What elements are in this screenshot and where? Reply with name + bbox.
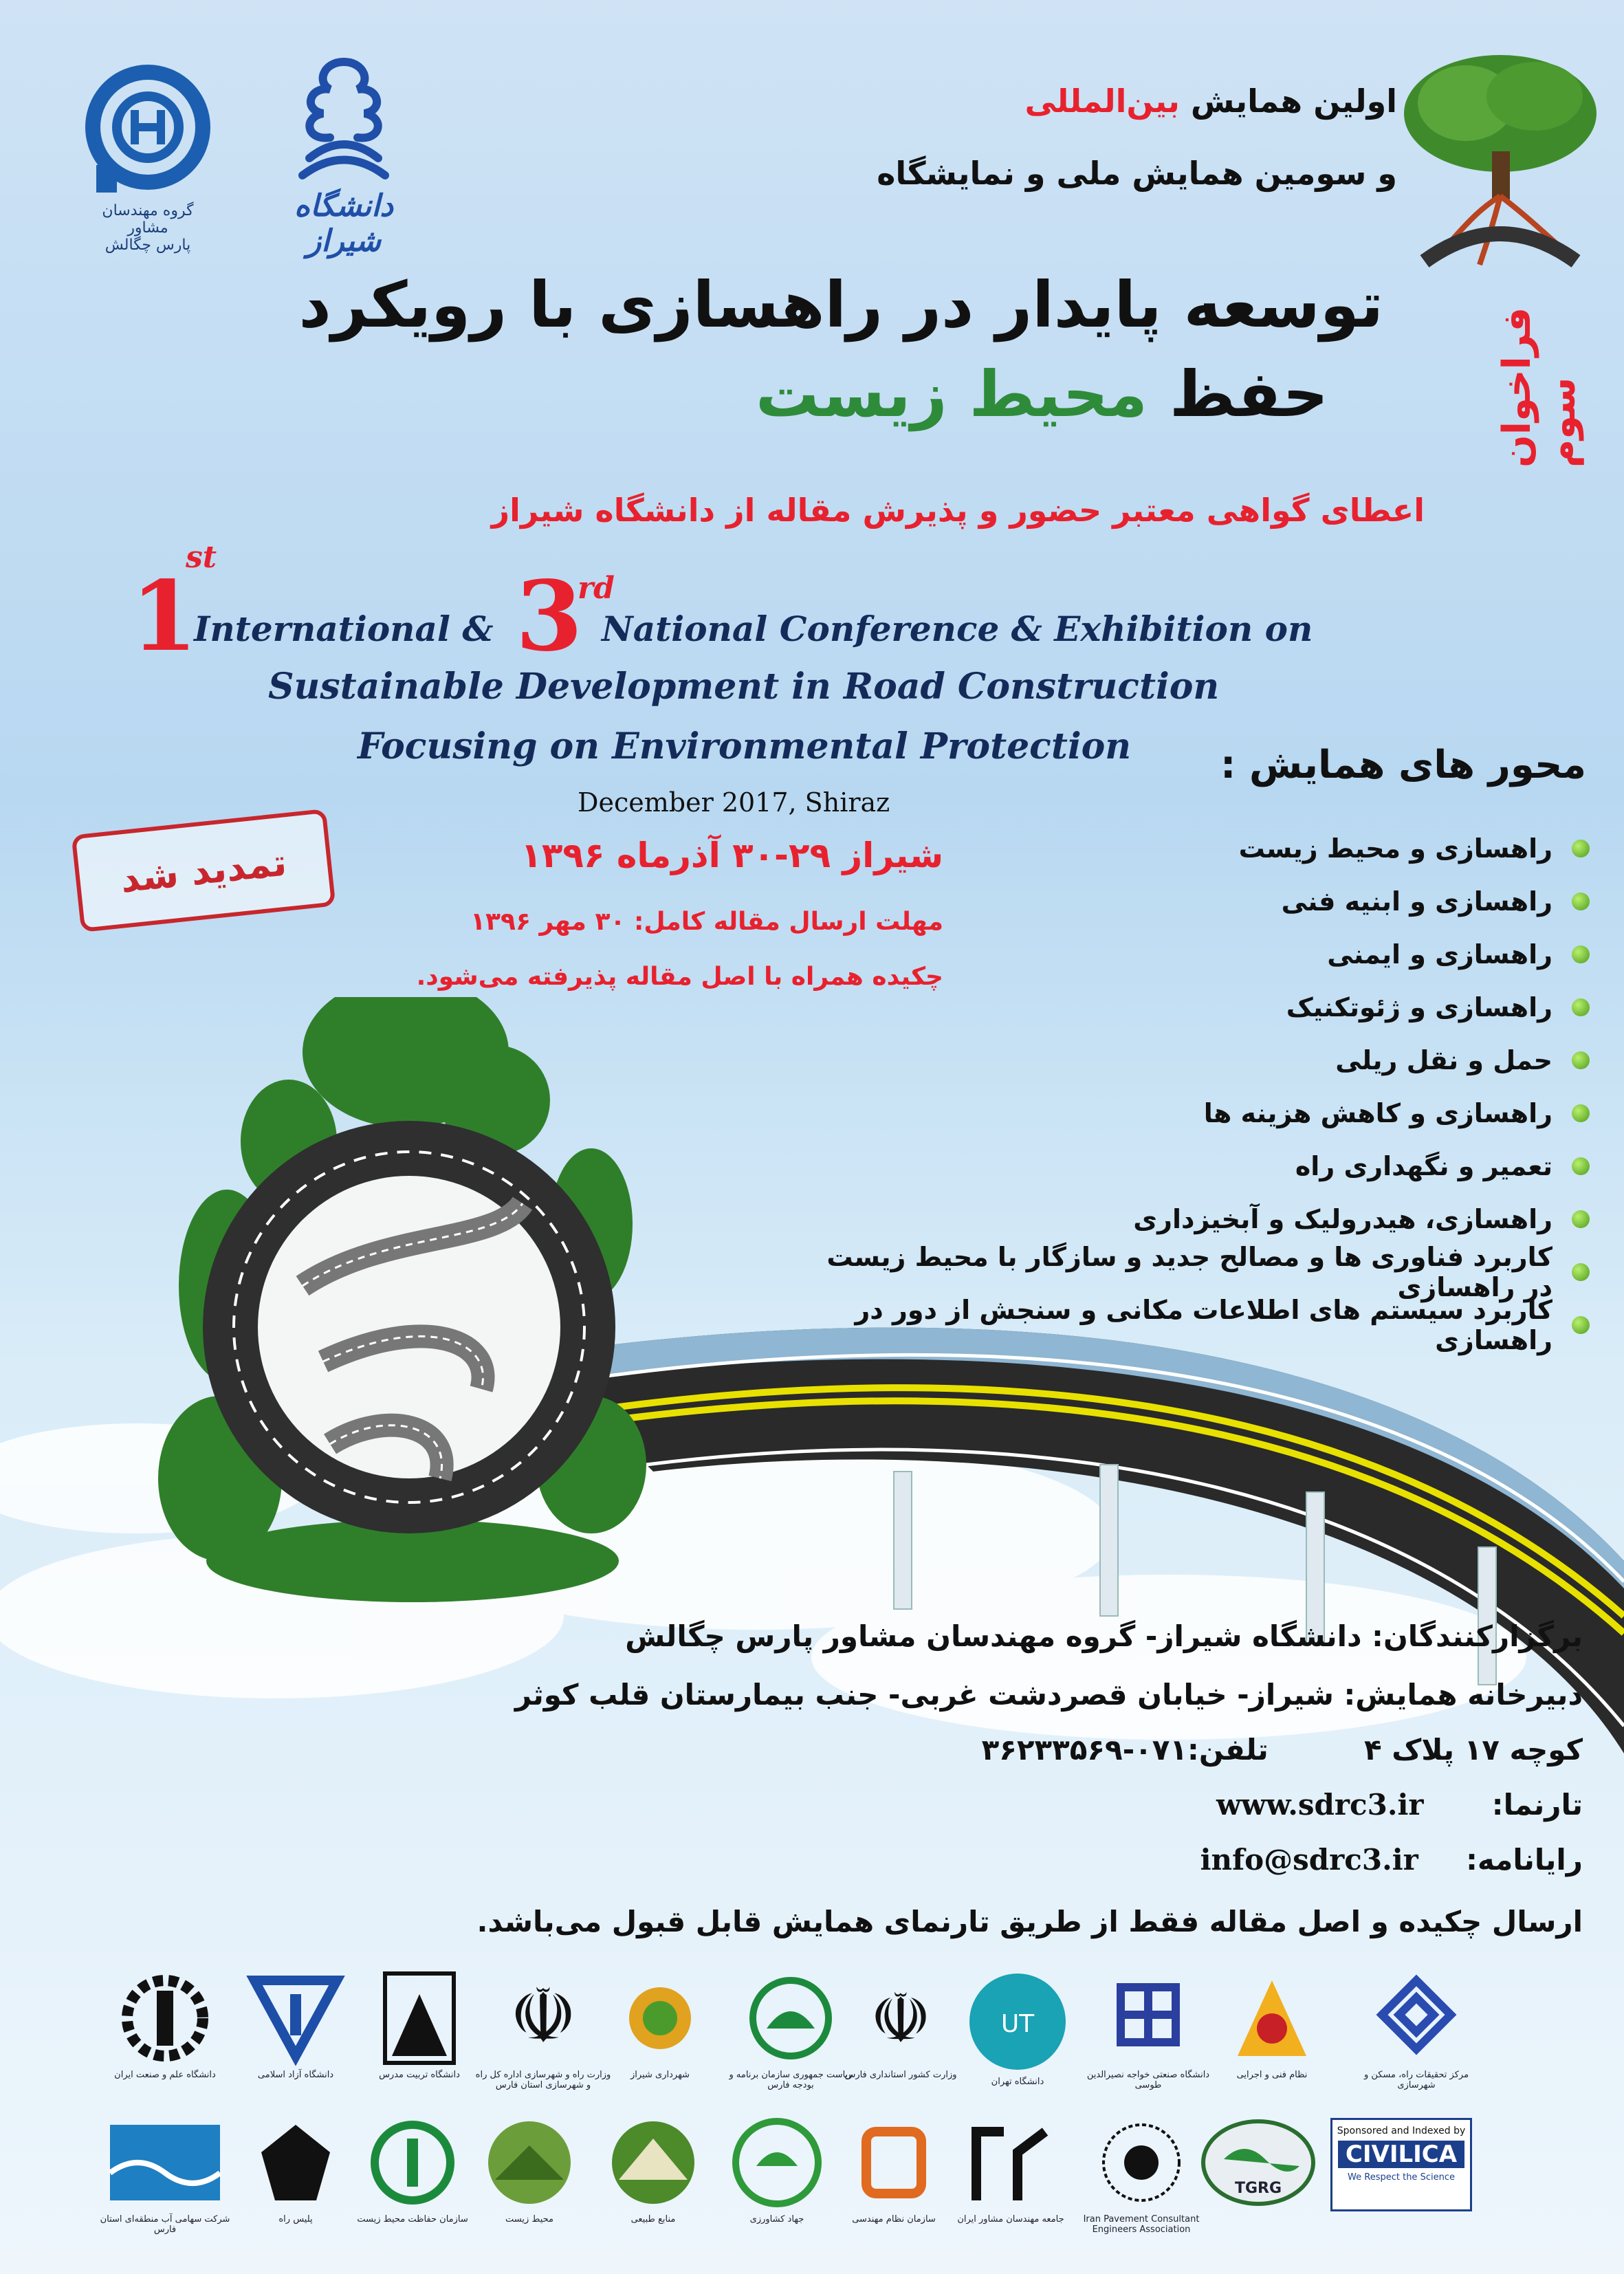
sponsor-logo: ☫ وزارت راه و شهرسازی اداره کل راه و شهرسازی استان فارس	[475, 1972, 611, 2090]
organizers: برگزارکنندگان: دانشگاه شیراز- گروه مهندسان مشاور پارس چگالش	[625, 1619, 1583, 1653]
shiraz-university-caption: دانشگاه شیراز	[294, 188, 394, 259]
topic-item: راهسازی و ابنیه فنی	[799, 875, 1590, 928]
website-label: تارنما:	[1491, 1788, 1583, 1822]
english-international: International &	[194, 609, 494, 649]
green-bullet-icon	[1572, 840, 1590, 857]
abstract-note: چکیده همراه با اصل مقاله پذیرفته می‌شود.	[416, 963, 943, 991]
sponsor-logo: شهرداری شیراز	[591, 1967, 729, 2118]
paper-deadline: مهلت ارسال مقاله کامل: ۳۰ مهر ۱۳۹۶	[470, 908, 943, 936]
sponsors-row-2	[0, 2111, 1624, 2262]
sponsor-logo: سازمان نظام مهندسی	[825, 2111, 963, 2249]
sponsor-logo: UT دانشگاه تهران	[949, 1967, 1086, 2118]
parschegalesh-logo	[83, 62, 213, 254]
topics-heading: محور های همایش :	[1220, 743, 1586, 787]
sponsor-logo: محیط زیست	[461, 2111, 598, 2249]
topic-item: کاربرد فناوری ها و مصالح جدید و سازگار با محیط زیست در راهسازی	[799, 1245, 1590, 1298]
header-line-2: و سومین همایش ملی و نمایشگاه	[877, 155, 1397, 192]
topic-item: کاربرد سیستم های اطلاعات مکانی و سنجش از دور در راهسازی	[799, 1298, 1590, 1351]
main-title-line-2	[756, 358, 1328, 431]
main-title-line-1: توسعه پایدار در راهسازی با رویکرد	[298, 268, 1383, 342]
header-international: بین‌المللی	[1024, 83, 1180, 120]
email-row	[1200, 1843, 1583, 1877]
sponsor-logo: منابع طبیعی	[584, 2111, 722, 2249]
topic-item: راهسازی و ژئوتکنیک	[799, 981, 1590, 1034]
topic-item: راهسازی و محیط زیست	[799, 822, 1590, 875]
tree-road-illustration	[1397, 48, 1603, 268]
green-bullet-icon	[1572, 945, 1590, 963]
shiraz-university-logo	[261, 48, 426, 259]
sponsor-logo: دانشگاه صنعتی خواجه نصیرالدین طوسی	[1073, 1967, 1224, 2118]
secretariat: دبیرخانه همایش: شیراز- خیابان قصردشت غربی- جنب بیمارستان قلب کوثر	[514, 1678, 1583, 1712]
sponsor-logo: ☫ وزارت کشور استانداری فارس	[844, 1978, 957, 2080]
sponsors-row-1	[0, 1967, 1624, 2118]
civilica-sponsored: Sponsored and Indexed by	[1337, 2125, 1466, 2136]
address-line	[982, 1733, 1583, 1767]
civilica-name: CIVILICA	[1338, 2141, 1464, 2168]
ordinal-1: 1	[131, 560, 198, 673]
english-line-3: Focusing on Environmental Protection	[358, 725, 1132, 767]
parschegalesh-caption-1: گروه مهندسان مشاور	[102, 202, 194, 237]
email-label: رایانامه:	[1466, 1843, 1583, 1877]
sponsor-logo: دانشگاه علم و صنعت ایران	[96, 1967, 234, 2118]
english-line-2: Sustainable Development in Road Construction	[268, 666, 1220, 708]
civilica-slogan: We Respect the Science	[1348, 2172, 1455, 2183]
green-bullet-icon	[1572, 893, 1590, 910]
sponsor-logo: جامعه مهندسان مشاور ایران	[942, 2111, 1079, 2249]
sponsor-logo: سازمان حفاظت محیط زیست	[344, 2111, 481, 2249]
ordinal-3-sup: rd	[578, 571, 615, 606]
sponsor-logo: دانشگاه آزاد اسلامی	[227, 1967, 364, 2118]
persian-date: شیراز ۲۹-۳۰ آذرماه ۱۳۹۶	[520, 835, 943, 875]
sponsor-logo: پلیس راه	[234, 2111, 358, 2249]
topic-item: تعمیر و نگهداری راه	[799, 1139, 1590, 1192]
certificate-note: اعطای گواهی معتبر حضور و پذیرش مقاله از دانشگاه شیراز	[491, 492, 1425, 529]
third-call-vertical: فراخوان سوم	[1495, 307, 1584, 468]
svg-text:☫: ☫	[870, 1978, 932, 2059]
topic-item: حمل و نقل ریلی	[799, 1034, 1590, 1086]
sponsor-logo: ریاست جمهوری سازمان برنامه و بودجه فارس	[715, 1967, 866, 2118]
sponsor-logo: دانشگاه تربیت مدرس	[351, 1967, 488, 2118]
svg-text:UT: UT	[1000, 2010, 1035, 2038]
website-link[interactable]: www.sdrc3.ir	[1216, 1788, 1424, 1822]
english-line-1: National Conference & Exhibition on	[602, 609, 1313, 649]
sponsor-logo: Iran Pavement Consultant Engineers Association	[1066, 2111, 1217, 2249]
parschegalesh-caption-2: پارس چگالش	[105, 237, 191, 254]
civilica-badge	[1330, 2118, 1472, 2211]
header-line-1	[1024, 83, 1397, 120]
topic-item: راهسازی، هیدرولیک و آبخیزداری	[799, 1192, 1590, 1245]
sponsor-logo: مرکز تحقیقات راه، مسکن و شهرسازی	[1341, 1967, 1492, 2118]
phone: تلفن:۰۷۱-۳۶۲۳۳۵۶۹	[981, 1733, 1269, 1767]
website-row	[1216, 1788, 1583, 1822]
email-link[interactable]: info@sdrc3.ir	[1200, 1843, 1418, 1877]
english-date: December 2017, Shiraz	[578, 787, 890, 818]
extended-stamp: تمدید شد	[72, 809, 336, 932]
sponsor-logo: نظام فنی و اجرایی	[1203, 1967, 1341, 2118]
topic-item: راهسازی و کاهش هزینه ها	[799, 1086, 1590, 1139]
title-word-environment: محیط زیست	[756, 358, 1148, 431]
topic-item: راهسازی و ایمنی	[799, 928, 1590, 981]
alley: کوچه ۱۷ پلاک ۴	[1364, 1733, 1583, 1767]
title-word-protect: حفظ	[1169, 358, 1328, 431]
sponsor-logo-tgrg: TGRG	[1189, 2111, 1327, 2249]
header-line-1-prefix: اولین همایش	[1190, 83, 1397, 120]
ordinal-1-sup: st	[186, 540, 217, 575]
ordinal-3: 3	[516, 560, 583, 673]
svg-text:☫: ☫	[509, 1972, 578, 2060]
submission-note: ارسال چکیده و اصل مقاله فقط از طریق تارنمای همایش قابل قبول می‌باشد.	[476, 1905, 1583, 1938]
sponsor-logo: شرکت سهامی آب منطقه‌ای استان فارس	[96, 2111, 234, 2249]
sponsor-logo: جهاد کشاورزی	[708, 2111, 846, 2249]
